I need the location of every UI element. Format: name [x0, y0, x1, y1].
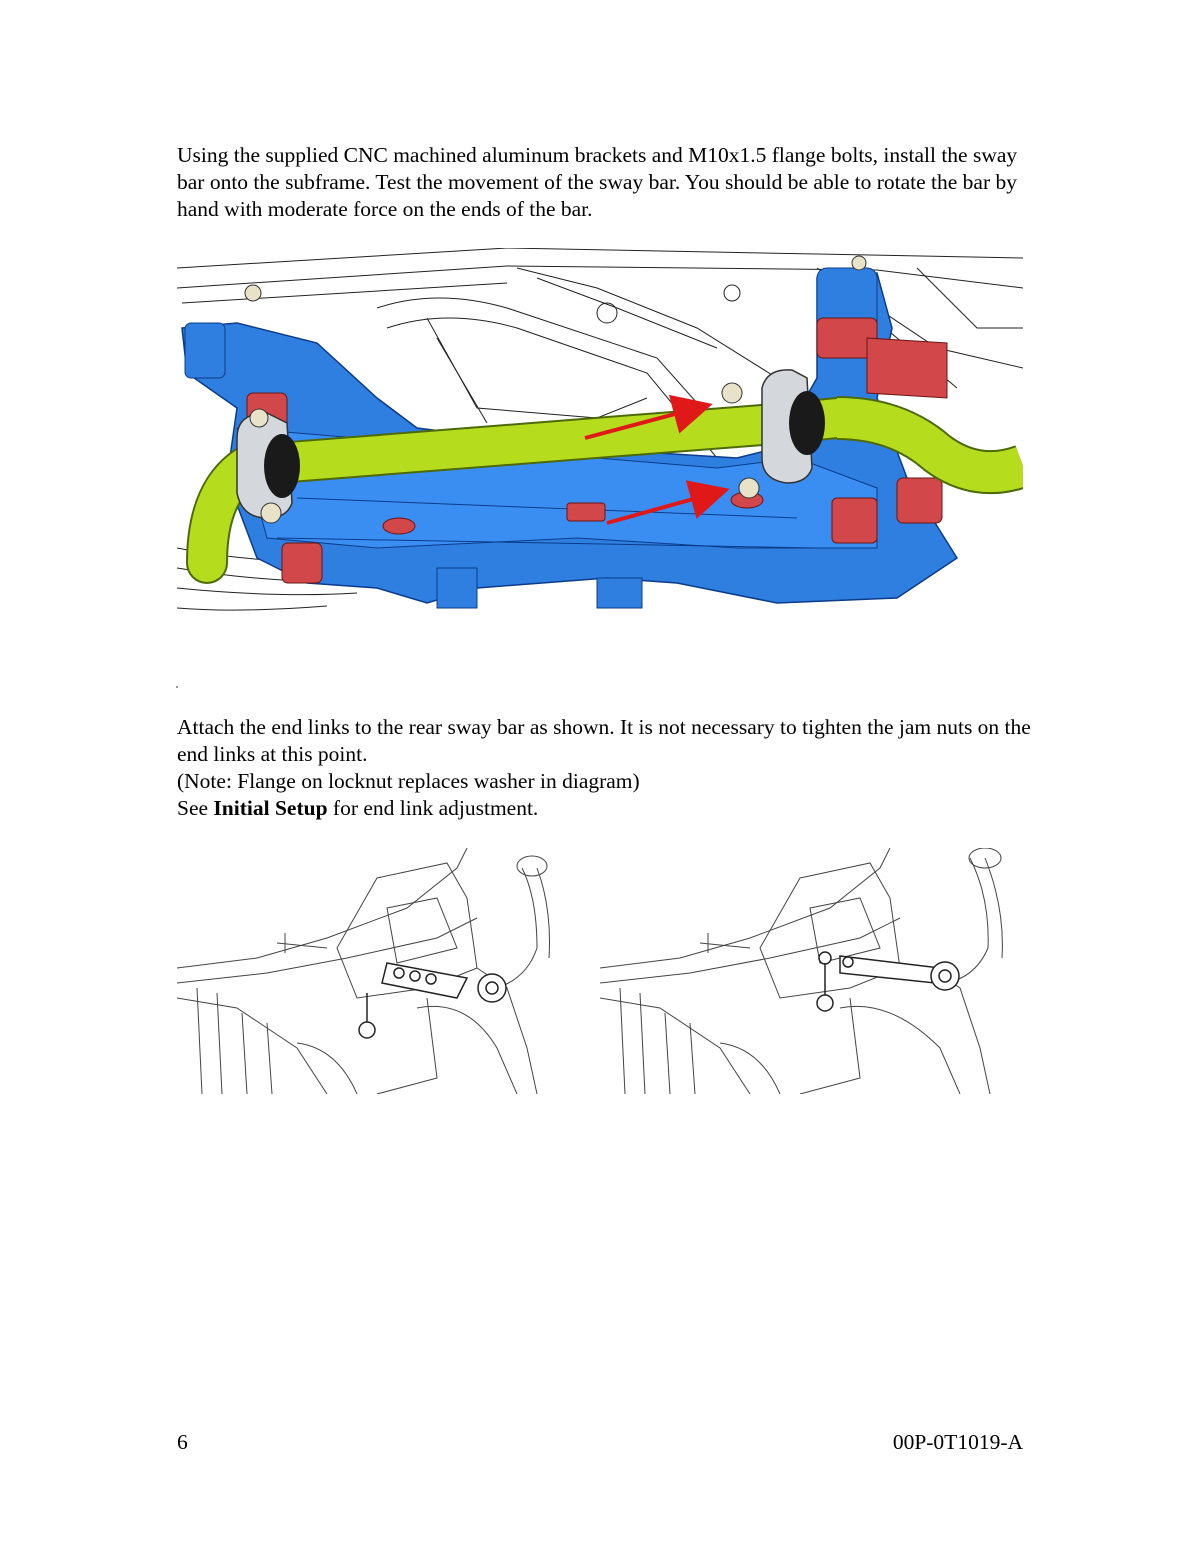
setup-reference-line	[177, 795, 1037, 822]
instruction-paragraph-1: Using the supplied CNC machined aluminum brackets and M10x1.5 flange bolts, install the sway bar onto the subframe. Test the movement of the sway bar. You should be able to rotate the bar by hand with moderate force on the ends of the bar.	[177, 143, 1018, 221]
end-link-after-figure	[600, 848, 1014, 1094]
instruction-paragraph-2	[177, 714, 1037, 822]
sway-bar-install-drawing	[177, 248, 1023, 618]
end-link-before	[359, 963, 506, 1038]
initial-setup-reference: Initial Setup	[213, 796, 328, 820]
end-link-after-drawing	[600, 848, 1014, 1094]
stray-mark	[176, 686, 178, 688]
instruction-line-1: Attach the end links to the rear sway bar as shown. It is not necessary to tighten the jam nuts on the end links at this point.	[177, 715, 1031, 766]
end-link-before-figure	[177, 848, 559, 1094]
note-line: (Note: Flange on locknut replaces washer in diagram)	[177, 769, 640, 793]
page-number: 6	[177, 1430, 188, 1454]
end-link-after	[817, 952, 959, 1011]
setup-prefix: See	[177, 796, 214, 820]
end-link-before-drawing	[177, 848, 559, 1094]
sway-bar-install-figure	[177, 248, 1023, 618]
document-code: 00P-0T1019-A	[892, 1430, 1023, 1454]
setup-suffix: for end link adjustment.	[327, 796, 539, 820]
